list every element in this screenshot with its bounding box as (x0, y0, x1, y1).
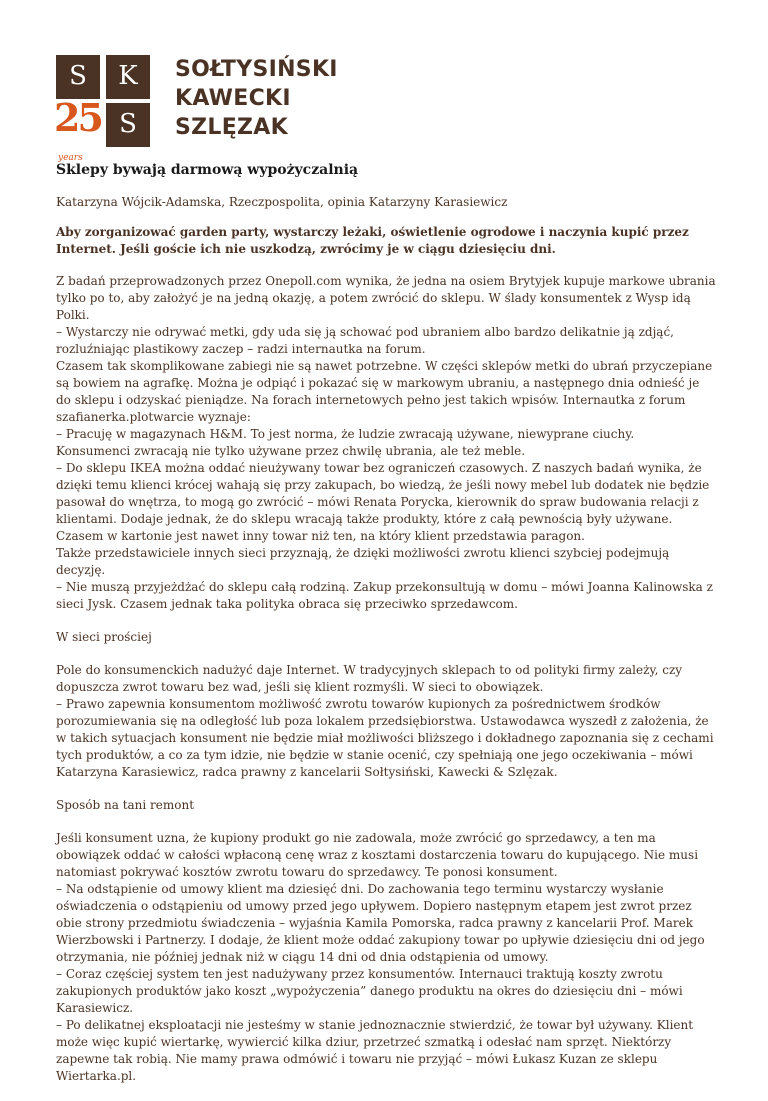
paragraph: – Po delikatnej eksploatacji nie jesteśmy w stanie jednoznacznie stwierdzić, że towar był używany. Klient może więc kupić wiertarkę, wywiercić kilka dziur, przetrzeć szmatką i odesłać nam sprzęt. Niektórzy zapewne tak robią. Nie mamy prawa odmówić i towaru nie przyjąć – mówi Łukasz Kuzan ze sklepu Wiertarka.pl. (56, 1018, 694, 1083)
subheading-sposob-na-tani-remont: Sposób na tani remont (56, 798, 195, 812)
article-lead: Aby zorganizować garden party, wystarczy leżaki, oświetlenie ogrodowe i naczynia kupić przez Internet. Jeśli goście ich nie uszkodzą, zwrócimy je w ciągu dziesięciu dni. (56, 225, 689, 256)
paragraph: – Coraz częściej system ten jest nadużywany przez konsumentów. Internauci traktują koszty zwrotu zakupionych produktów jako koszt „wypożyczenia” danego produktu na okres do dziesięciu dni – mówi Karasiewicz. (56, 967, 683, 1015)
paragraph: Pole do konsumenckich nadużyć daje Internet. W tradycyjnych sklepach to od polityki firmy zależy, czy dopuszcza zwrot towaru bez wad, jeśli się klient rozmyśli. W sieci to obowiązek. (56, 663, 683, 694)
logo-letter-s-second: S (106, 103, 150, 147)
article-title: Sklepy bywają darmową wypożyczalnią (56, 162, 359, 178)
article-byline: Katarzyna Wójcik-Adamska, Rzeczpospolita, opinia Katarzyny Karasiewicz (56, 195, 508, 209)
anniversary-badge (54, 95, 101, 163)
anniversary-years: years (58, 153, 83, 163)
paragraph: – Na odstąpienie od umowy klient ma dziesięć dni. Do zachowania tego terminu wystarczy wysłanie oświadczenia o odstąpieniu od umowy przed jego upływem. Dopiero następnym etapem jest zwrot przez obie strony przedmiotu świadczenia – wyjaśnia Kamila Pomorska, radca prawny z kancelarii Prof. Marek Wierzbowski i Partnerzy. I dodaje, że klient może oddać zakupiony towar po upływie dziesięciu dni od jego otrzymania, nie później jednak niż w ciągu 14 dni od dnia odstąpienia od umowy. (56, 882, 705, 964)
firm-name-line-2: KAWECKI (175, 86, 291, 111)
paragraph: Jeśli konsument uzna, że kupiony produkt go nie zadowala, może zwrócić go sprzedawcy, a ten ma obowiązek oddać w całości wpłaconą cenę wraz z kosztami dostarczenia towaru do kupującego. Nie musi natomiast pokrywać kosztów zwrotu towaru do sprzedawcy. Te ponosi konsument. (56, 831, 699, 879)
article-section-2 (56, 662, 716, 781)
paragraph: – Pracuję w magazynach H&M. To jest norma, że ludzie zwracają używane, niewyprane ciuchy. (56, 427, 635, 441)
article (56, 160, 716, 1101)
paragraph: – Nie muszą przyjeżdżać do sklepu całą rodziną. Zakup przekonsultują w domu – mówi Joanna Kalinowska z sieci Jysk. Czasem jednak taka polityka obraca się przeciwko sprzedawcom. (56, 580, 713, 611)
paragraph: – Wystarczy nie odrywać metki, gdy uda się ją schować pod ubraniem albo bardzo delikatnie ją zdjąć, rozluźniając plastikowy zaczep – radzi internautka na forum. (56, 325, 674, 356)
firm-name (175, 55, 338, 142)
logo-letter-s: S (56, 55, 100, 99)
paragraph: Także przedstawiciele innych sieci przyznają, że dzięki możliwości zwrotu klienci szybciej podejmują decyzję. (56, 546, 670, 577)
article-section-3 (56, 830, 716, 1085)
firm-name-line-1: SOŁTYSIŃSKI (175, 57, 338, 82)
paragraph: – Do sklepu IKEA można oddać nieużywany towar bez ograniczeń czasowych. Z naszych badań wynika, że dzięki temu klienci krócej wahają się przy zakupach, bo wiedzą, że jeśli nowy mebel lub dodatek nie będzie pasował do wnętrza, to mogą go zwrócić – mówi Renata Porycka, kierownik do spraw budowania relacji z klientami. Dodaje jednak, że do sklepu wracają także produkty, które z całą pewnością były używane. Czasem w kartonie jest nawet inny towar niż ten, na który klient przedstawia paragon. (56, 461, 710, 543)
firm-name-line-3: SZLĘZAK (175, 115, 288, 140)
paragraph: Czasem tak skomplikowane zabiegi nie są nawet potrzebne. W części sklepów metki do ubrań przyczepiane są bowiem na agrafkę. Można je odpiąć i pokazać się w markowym ubraniu, a następnego dnia odnieść je do sklepu i odzyskać pieniądze. Na forach internetowych pełno jest takich wpisów. Internautka z forum szafianerka.plotwarcie wyznaje: (56, 359, 713, 424)
firm-logo (54, 55, 356, 163)
article-section-1 (56, 273, 716, 613)
anniversary-number: 25 (54, 95, 101, 140)
anniversary-lat: lat (66, 141, 78, 151)
logo-monogram (54, 55, 162, 163)
paragraph: Konsumenci zwracają nie tylko używane przez chwilę ubrania, ale też meble. (56, 444, 526, 458)
paragraph: Z badań przeprowadzonych przez Onepoll.com wynika, że jedna na osiem Brytyjek kupuje markowe ubrania tylko po to, aby założyć je na jedną okazję, a potem zwrócić do sklepu. W ślady konsumentek z Wysp idą Polki. (56, 274, 716, 322)
paragraph: – Prawo zapewnia konsumentom możliwość zwrotu towarów kupionych za pośrednictwem środków porozumiewania się na odległość lub poza lokalem przedsiębiorstwa. Ustawodawca wyszedł z założenia, że w takich sytuacjach konsument nie będzie miał możliwości bliższego i dokładnego zapoznania się z cechami tych produktów, a co za tym idzie, nie będzie w stanie ocenić, czy spełniają one jego oczekiwania – mówi Katarzyna Karasiewicz, radca prawny z kancelarii Sołtysiński, Kawecki & Szlęzak. (56, 697, 714, 779)
subheading-w-sieci-prosciej: W sieci prościej (56, 630, 152, 644)
logo-letter-k: K (106, 55, 150, 99)
